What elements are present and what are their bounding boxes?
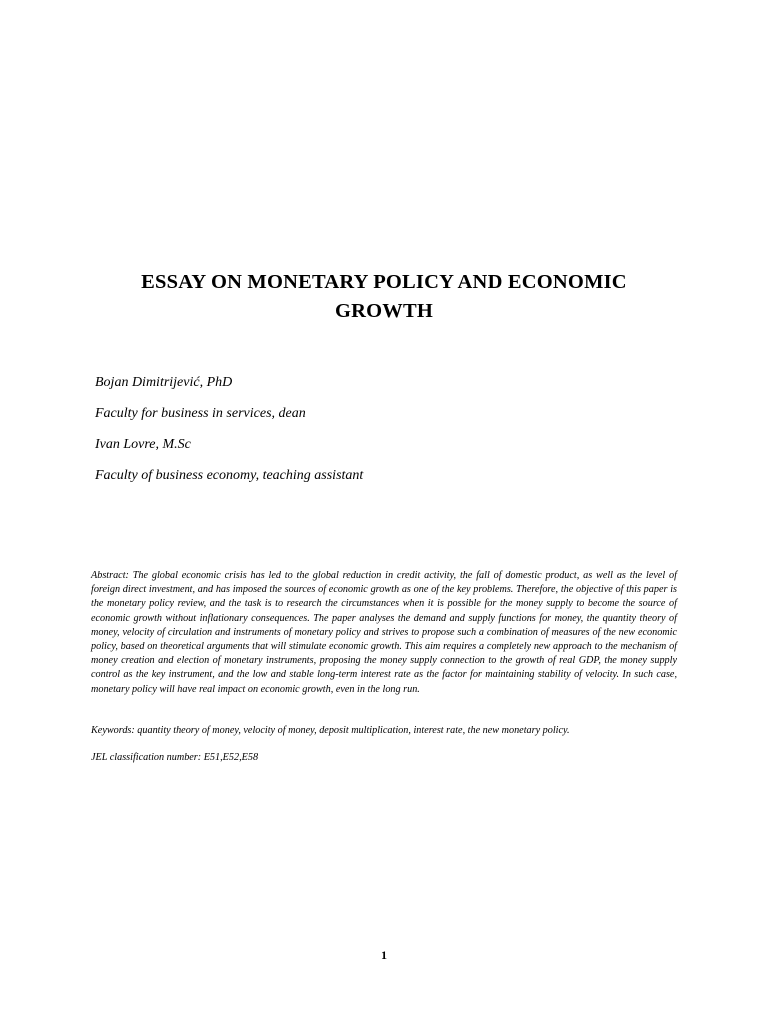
- paper-title: [90, 268, 678, 326]
- page-number: 1: [381, 948, 387, 962]
- author-affiliation-1: Faculty for business in services, dean: [95, 406, 306, 421]
- author-name-2: Ivan Lovre, M.Sc: [95, 437, 191, 452]
- abstract-paragraph: Abstract: The global economic crisis has led to the global reduction in credit activity, the fall of domestic product, as well as the level of foreign direct investment, and has imposed the sources of economic growth as one of the key problems. Therefore, the objective of this paper is the monetary policy review, and the task is to research the circumstances when it is possible for the money supply to become the source of economic growth without inflationary consequences. The paper analyses the demand and supply functions for money, the quantity theory of money, velocity of circulation and instruments of monetary policy and strives to propose such a combination of measures of the new economic policy, based on theoretical arguments that will stimulate economic growth. This aim requires a completely new approach to the mechanism of money creation and election of monetary instruments, proposing the money supply connection to the growth of real GDP, the money supply control as the key instrument, and the low and stable long-term interest rate as the factor for maintaining stability of velocity. In such case, monetary policy will have real impact on economic growth, even in the long run.: [91, 570, 677, 695]
- keywords-line: Keywords: quantity theory of money, velocity of money, deposit multiplication, interest rate, the new monetary policy.: [91, 725, 570, 736]
- author-block: [95, 373, 655, 497]
- author-affiliation-2: Faculty of business economy, teaching assistant: [95, 468, 364, 483]
- paper-title-line-1: ESSAY ON MONETARY POLICY AND ECONOMIC: [141, 271, 627, 293]
- author-name-1: Bojan Dimitrijević, PhD: [95, 375, 233, 390]
- jel-classification: JEL classification number: E51,E52,E58: [91, 752, 259, 763]
- paper-title-line-2: GROWTH: [334, 300, 433, 322]
